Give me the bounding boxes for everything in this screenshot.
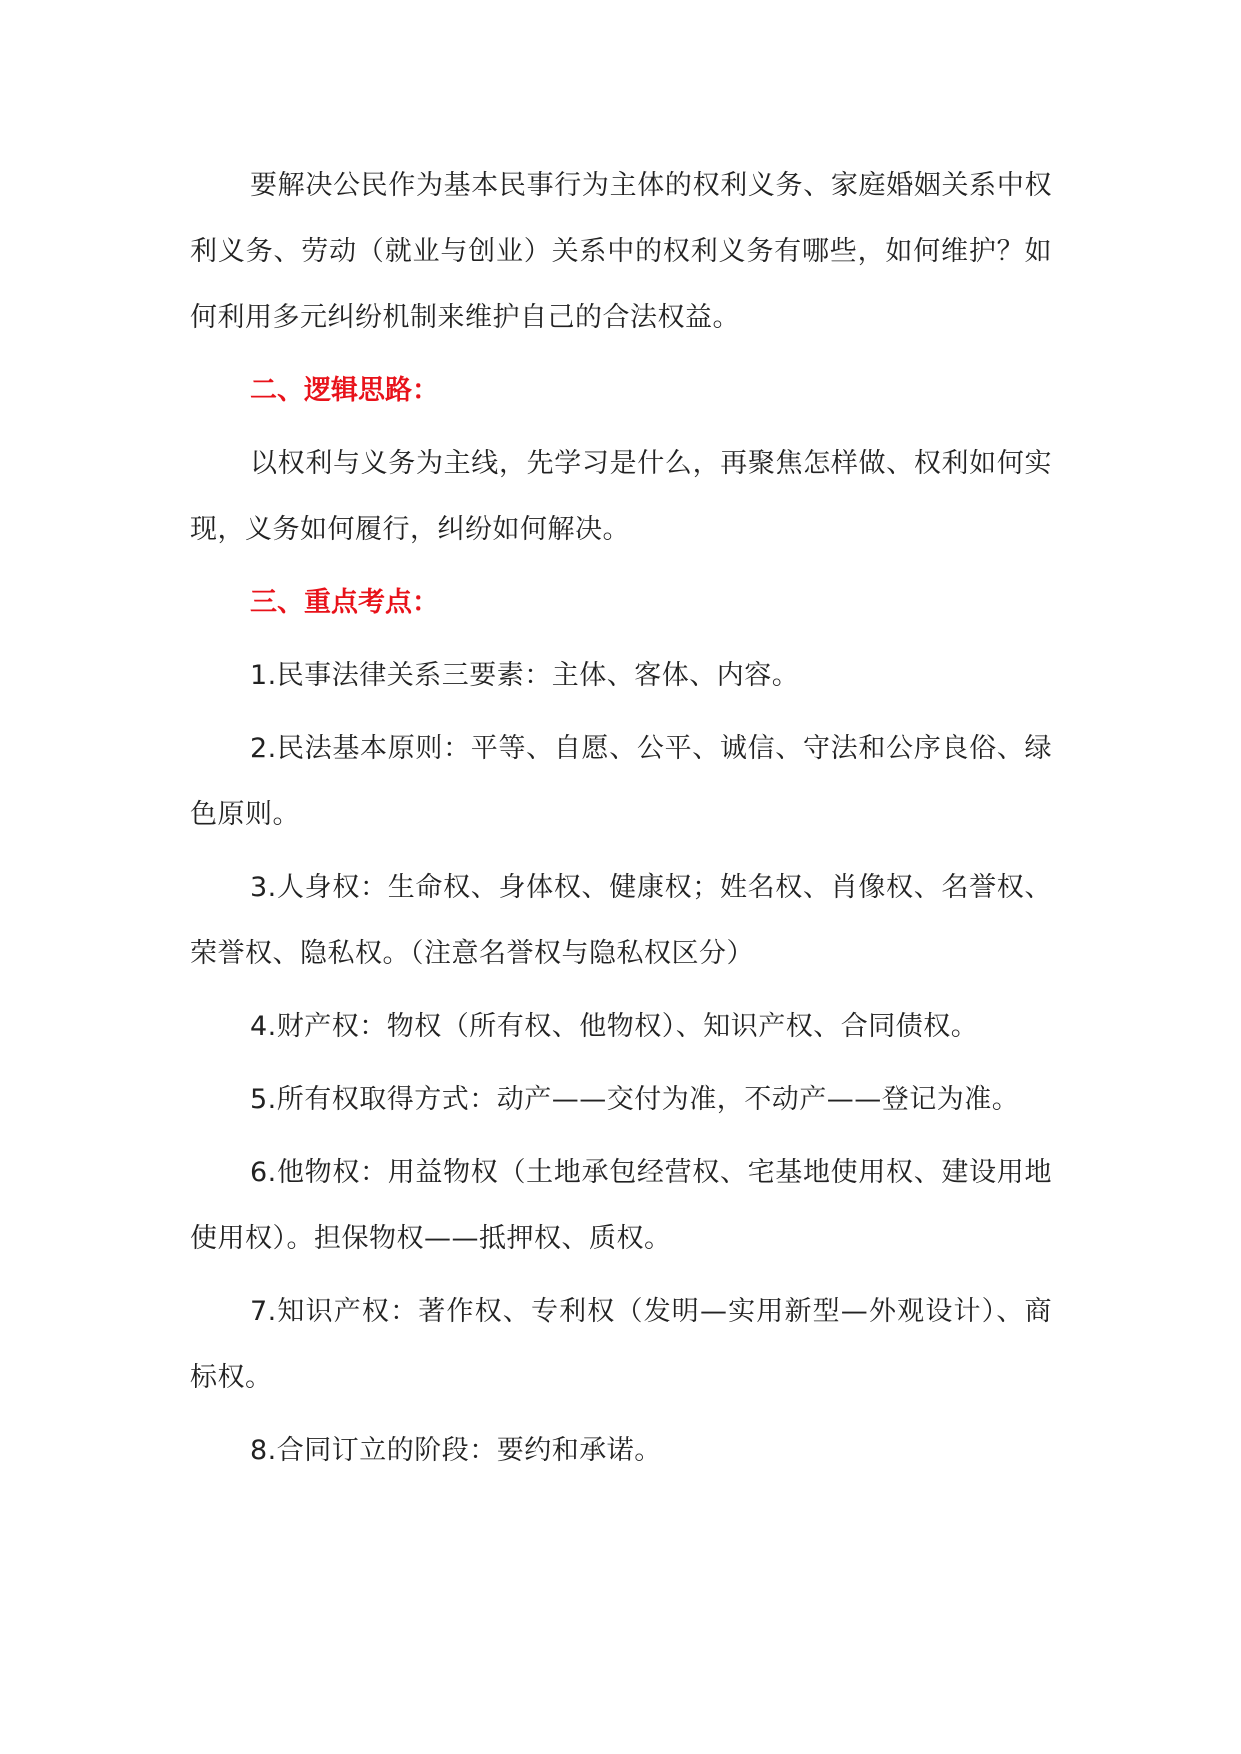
section-heading-logic: 二、逻辑思路： xyxy=(250,375,439,406)
key-point-8: 8.合同订立的阶段：要约和承诺。 xyxy=(250,1435,662,1466)
key-point-1: 1.民事法律关系三要素：主体、客体、内容。 xyxy=(250,660,800,691)
logic-paragraph: 以权利与义务为主线，先学习是什么，再聚焦怎样做、权利如何实现，义务如何履行，纠纷如何解决。 xyxy=(190,448,1052,545)
key-point-5: 5.所有权取得方式：动产——交付为准，不动产——登记为准。 xyxy=(250,1084,1020,1115)
key-point-4: 4.财产权：物权（所有权、他物权）、知识产权、合同债权。 xyxy=(250,1011,979,1042)
key-point-6: 6.他物权：用益物权（土地承包经营权、宅基地使用权、建设用地使用权）。担保物权——抵押权、质权。 xyxy=(190,1157,1052,1254)
key-point-2: 2.民法基本原则：平等、自愿、公平、诚信、守法和公序良俗、绿色原则。 xyxy=(190,733,1052,830)
document-body xyxy=(190,153,1052,1491)
section-heading-key-points: 三、重点考点： xyxy=(250,587,439,618)
key-point-7: 7.知识产权：著作权、专利权（发明—实用新型—外观设计）、商标权。 xyxy=(190,1296,1052,1393)
key-point-3: 3.人身权：生命权、身体权、健康权；姓名权、肖像权、名誉权、荣誉权、隐私权。（注意名誉权与隐私权区分） xyxy=(190,872,1052,969)
intro-paragraph: 要解决公民作为基本民事行为主体的权利义务、家庭婚姻关系中权利义务、劳动（就业与创业）关系中的权利义务有哪些，如何维护？如何利用多元纠纷机制来维护自己的合法权益。 xyxy=(190,170,1052,333)
